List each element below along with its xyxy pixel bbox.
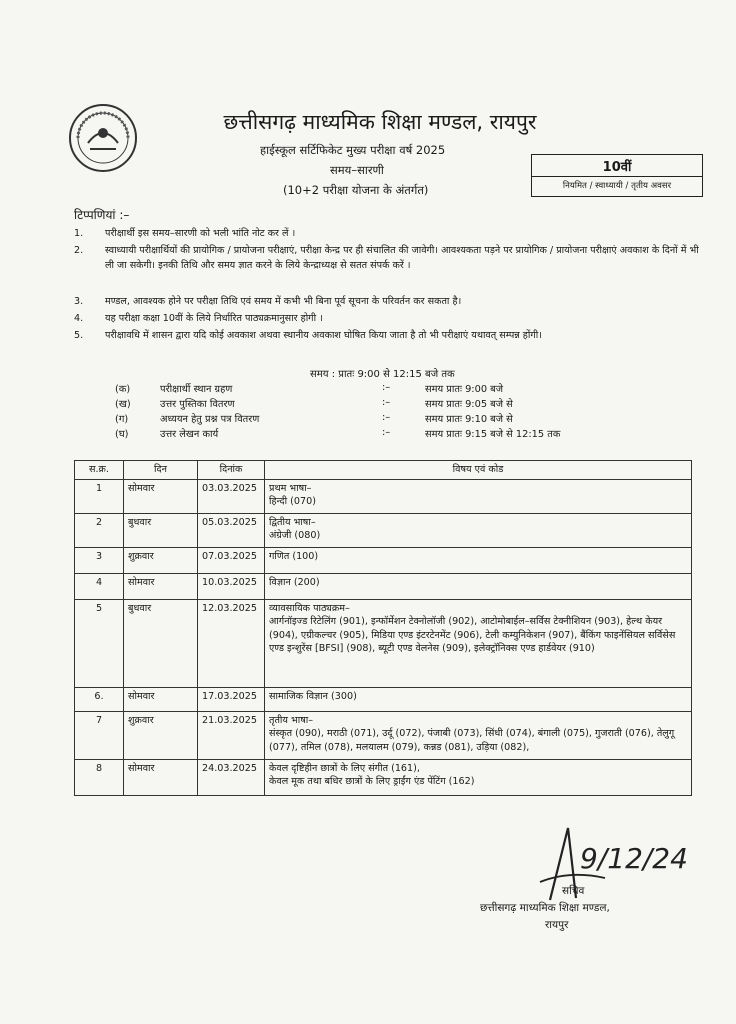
step-separator: :– bbox=[382, 397, 391, 408]
subject-line: हिन्दी (070) bbox=[269, 496, 316, 507]
table-row bbox=[75, 513, 692, 547]
cell-day: सोमवार bbox=[124, 479, 198, 513]
cell-sno: 3 bbox=[75, 547, 124, 573]
cell-day: बुधवार bbox=[124, 599, 198, 687]
cell-date: 10.03.2025 bbox=[198, 573, 265, 599]
candidate-category: नियमित / स्वाध्यायी / तृतीय अवसर bbox=[562, 181, 672, 191]
cell-subject bbox=[265, 573, 692, 599]
notes-heading: टिप्पणियां :– bbox=[74, 208, 130, 222]
subject-line: केवल दृष्टिहीन छात्रों के लिए संगीत (161), bbox=[269, 762, 420, 774]
step-separator: :– bbox=[382, 427, 391, 438]
note-number: 1. bbox=[74, 228, 84, 239]
class-label: 10वीं bbox=[602, 160, 632, 175]
board-seal-logo bbox=[68, 103, 138, 173]
subject-line: गणित (100) bbox=[269, 550, 319, 562]
cell-sno: 7 bbox=[75, 711, 124, 759]
cell-day: शुक्रवार bbox=[124, 711, 198, 759]
cell-day: सोमवार bbox=[124, 687, 198, 711]
subject-line: द्वितीय भाषा– bbox=[269, 516, 316, 528]
step-time: समय प्रातः 9:10 बजे से bbox=[425, 414, 513, 425]
cell-sno: 1 bbox=[75, 479, 124, 513]
header-date: दिनांक bbox=[198, 461, 265, 480]
step-activity: परीक्षार्थी स्थान ग्रहण bbox=[160, 384, 233, 395]
cell-sno: 2 bbox=[75, 513, 124, 547]
cell-sno: 5 bbox=[75, 599, 124, 687]
cell-day: बुधवार bbox=[124, 513, 198, 547]
table-header-row bbox=[75, 461, 692, 480]
subject-line: सामाजिक विज्ञान (300) bbox=[269, 690, 357, 702]
step-separator: :– bbox=[382, 412, 391, 423]
class-box bbox=[531, 154, 703, 197]
step-code: (क) bbox=[115, 384, 131, 395]
table-row bbox=[75, 599, 692, 687]
cell-subject bbox=[265, 759, 692, 795]
cell-date: 17.03.2025 bbox=[198, 687, 265, 711]
cell-subject bbox=[265, 513, 692, 547]
table-row bbox=[75, 711, 692, 759]
cell-subject bbox=[265, 479, 692, 513]
step-activity: अध्ययन हेतु प्रश्न पत्र वितरण bbox=[160, 414, 260, 425]
cell-sno: 8 bbox=[75, 759, 124, 795]
note-text: परीक्षावधि में शासन द्वारा यदि कोई अवकाश अथवा स्थानीय अवकाश घोषित किया जाता है तो भी परीक्षाएं यथावत् सम्पन्न होंगी। bbox=[105, 330, 542, 341]
signature-date-text: 9/12/24 bbox=[580, 842, 688, 875]
note-text: स्वाध्यायी परीक्षार्थियों की प्रायोगिक / प्रायोजना परीक्षाएं, परीक्षा केन्द्र पर ही संचालित की जावेगी। आवश्यकता पड़ने पर प्रायोगिक / प्रायोजना परीक्षाएं अवकाश के दिनों में भी ली जा सकेगी। इनकी तिथि और समय ज्ञात करने के लिये केन्द्राध्यक्ष से सतत संपर्क करें । bbox=[105, 245, 699, 271]
subject-line: तृतीय भाषा– bbox=[269, 714, 314, 726]
cell-subject bbox=[265, 687, 692, 711]
table-row bbox=[75, 573, 692, 599]
cell-date: 05.03.2025 bbox=[198, 513, 265, 547]
board-name: छत्तीसगढ़ माध्यमिक शिक्षा मण्डल, रायपुर bbox=[223, 110, 537, 134]
exam-title: हाईस्कूल सर्टिफिकेट मुख्य परीक्षा वर्ष 2025 bbox=[260, 143, 446, 157]
step-code: (ग) bbox=[115, 414, 129, 425]
cell-sno: 4 bbox=[75, 573, 124, 599]
table-row bbox=[75, 759, 692, 795]
step-code: (ख) bbox=[115, 399, 131, 410]
subject-line: अंग्रेजी (080) bbox=[269, 530, 321, 541]
note-number: 4. bbox=[74, 313, 84, 324]
subject-line: आर्गनॉइज्ड रिटेलिंग (901), इन्फॉर्मेशन टेक्नोलॉजी (902), आटोमोबाईल–सर्विस टेक्नीशियन (903), हेल्थ केयर (904), एग्रीकल्चर (905), मिडिया एण्ड इंटरटेनमेंट (906), टेली कम्युनिकेशन (907), बैंकिंग फाइनेंसियल सर्विसेस एण्ड इन्शुरेंस [BFSI] (908), ब्यूटी एण्ड वेलनेस (909), इलेक्ट्रॉनिक्स एण्ड हार्डवेयर (910) bbox=[269, 616, 676, 654]
cell-subject bbox=[265, 599, 692, 687]
note-text: परीक्षार्थी इस समय–सारणी को भली भांति नोट कर लें । bbox=[105, 228, 296, 239]
step-time: समय प्रातः 9:00 बजे bbox=[425, 384, 504, 395]
table-row bbox=[75, 547, 692, 573]
cell-day: शुक्रवार bbox=[124, 547, 198, 573]
table-row bbox=[75, 687, 692, 711]
subject-line: विज्ञान (200) bbox=[269, 576, 320, 588]
exam-scheme: (10+2 परीक्षा योजना के अंतर्गत) bbox=[283, 183, 429, 197]
note-number: 3. bbox=[74, 296, 84, 307]
cell-date: 21.03.2025 bbox=[198, 711, 265, 759]
table-row bbox=[75, 479, 692, 513]
header-subject: विषय एवं कोड bbox=[265, 461, 692, 480]
note-number: 2. bbox=[74, 245, 84, 256]
cell-day: सोमवार bbox=[124, 759, 198, 795]
step-activity: उत्तर लेखन कार्य bbox=[160, 429, 219, 440]
cell-subject bbox=[265, 547, 692, 573]
subject-line: संस्कृत (090), मराठी (071), उर्दू (072), पंजाबी (073), सिंधी (074), बंगाली (075), गुजराती (076), तेलुगू (077), तमिल (078), मलयालम (079), कन्नड (081), उड़िया (082), bbox=[269, 728, 675, 753]
cell-date: 07.03.2025 bbox=[198, 547, 265, 573]
cell-date: 24.03.2025 bbox=[198, 759, 265, 795]
header-sno: स.क्र. bbox=[75, 461, 124, 480]
exam-schedule-table bbox=[74, 460, 692, 796]
step-separator: :– bbox=[382, 382, 391, 393]
cell-day: सोमवार bbox=[124, 573, 198, 599]
handwritten-signature bbox=[510, 820, 700, 910]
class-box-divider bbox=[532, 176, 702, 177]
cell-sno: 6. bbox=[75, 687, 124, 711]
cell-subject bbox=[265, 711, 692, 759]
step-time: समय प्रातः 9:05 बजे से bbox=[425, 399, 513, 410]
schedule-subtitle: समय–सारणी bbox=[330, 163, 384, 177]
cell-date: 03.03.2025 bbox=[198, 479, 265, 513]
step-time: समय प्रातः 9:15 बजे से 12:15 तक bbox=[425, 429, 561, 440]
signatory-city: रायपुर bbox=[545, 919, 569, 931]
step-activity: उत्तर पुस्तिका वितरण bbox=[160, 399, 235, 410]
signatory-board: छत्तीसगढ़ माध्यमिक शिक्षा मण्डल, bbox=[480, 902, 610, 914]
signatory-title: सचिव bbox=[562, 885, 585, 897]
subject-line: व्यावसायिक पाठ्यक्रम– bbox=[269, 602, 350, 614]
note-text: मण्डल, आवश्यक होने पर परीक्षा तिथि एवं समय में कभी भी बिना पूर्व सूचना के परिवर्तन कर सकता है। bbox=[105, 296, 462, 307]
note-text: यह परीक्षा कक्षा 10वीं के लिये निर्धारित पाठ्यक्रमानुसार होगी । bbox=[105, 313, 323, 324]
subject-line: केवल मूक तथा बधिर छात्रों के लिए ड्राईंग एंड पेंटिंग (162) bbox=[269, 776, 475, 787]
header-day: दिन bbox=[124, 461, 198, 480]
subject-line: प्रथम भाषा– bbox=[269, 482, 312, 494]
cell-date: 12.03.2025 bbox=[198, 599, 265, 687]
step-code: (घ) bbox=[115, 429, 129, 440]
exam-time: समय : प्रातः 9:00 से 12:15 बजे तक bbox=[310, 369, 455, 380]
note-number: 5. bbox=[74, 330, 84, 341]
